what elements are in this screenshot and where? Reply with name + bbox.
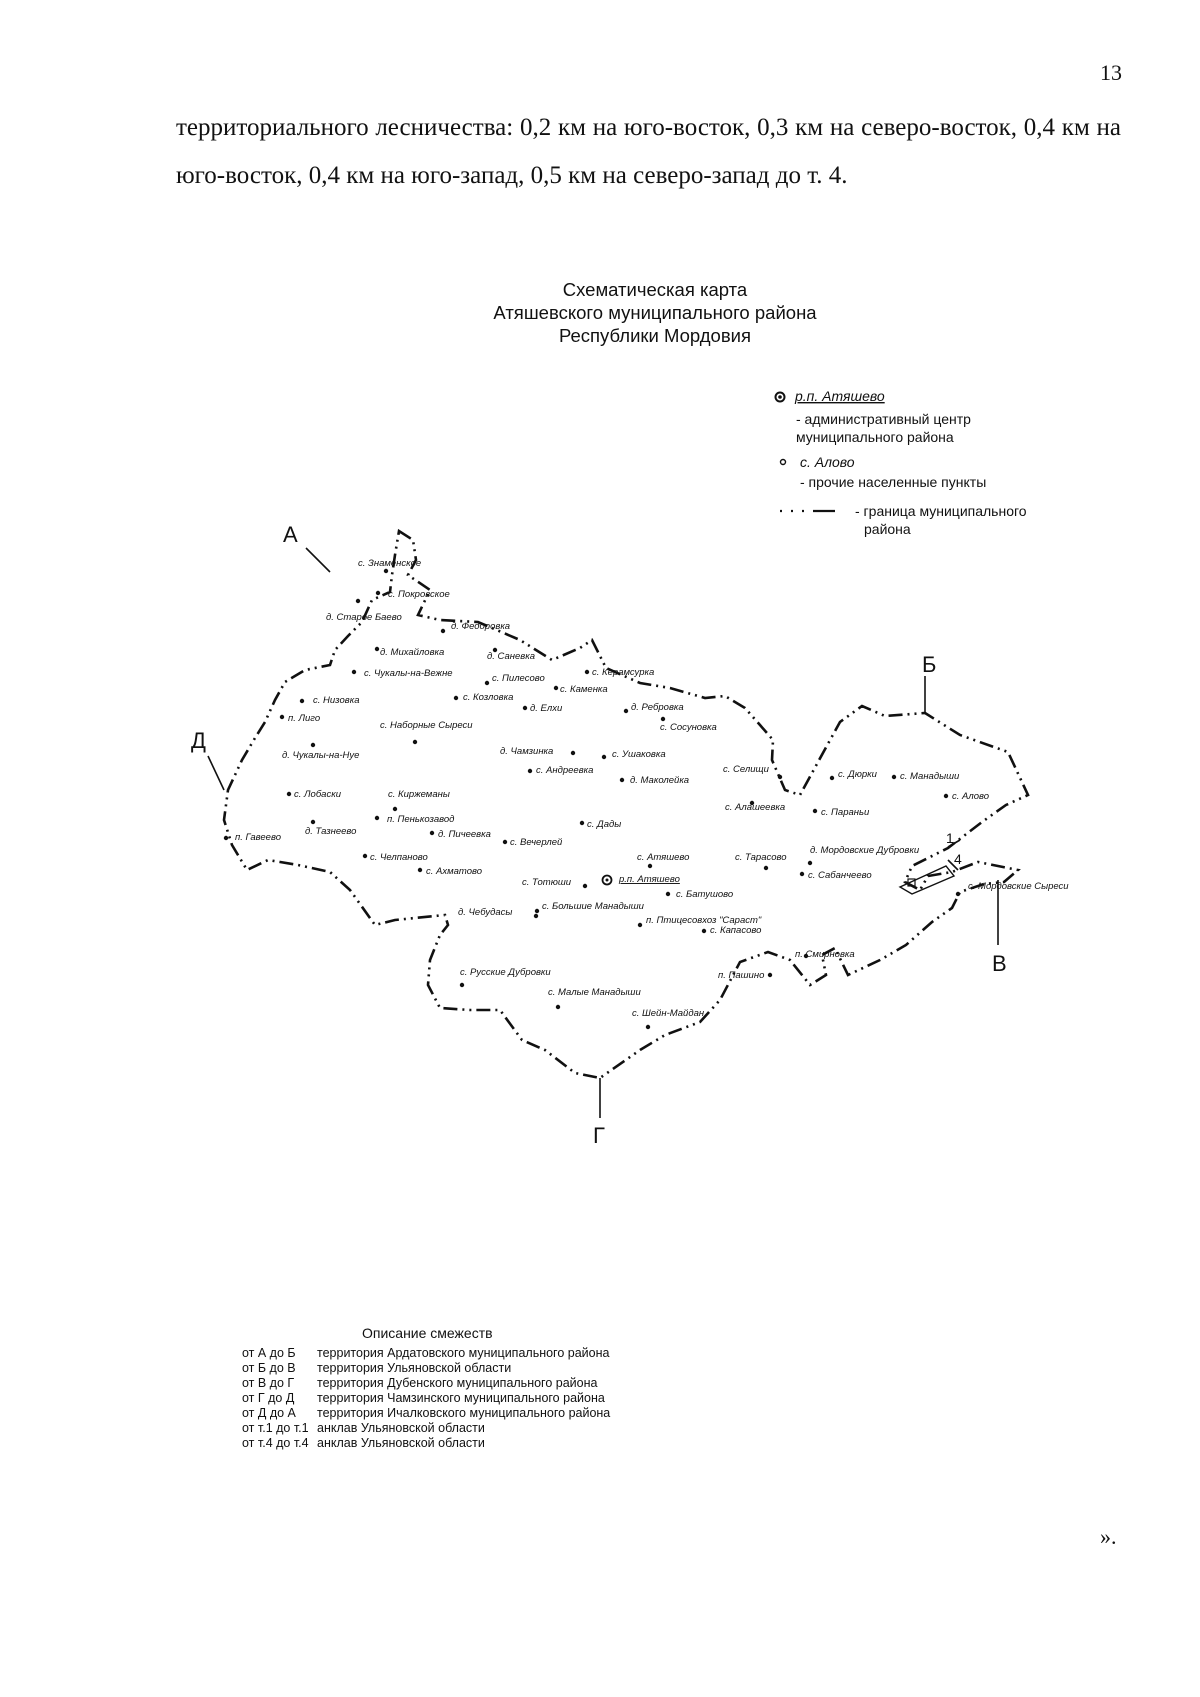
map-legend <box>776 388 1027 537</box>
boundary-point-1: 1 <box>946 830 954 846</box>
settlement-marker <box>660 717 717 733</box>
adjacency-text: анклав Ульяновской области <box>317 1421 485 1435</box>
settlement-label: с. Козловка <box>463 692 514 703</box>
boundary-point-a: А <box>283 522 298 547</box>
settlement-marker <box>305 820 356 837</box>
settlement-marker <box>830 769 878 780</box>
settlement-marker <box>280 713 320 724</box>
settlement-label: д. Тазнеево <box>305 826 357 837</box>
settlement-dot-icon <box>311 743 315 747</box>
settlement-dot-icon <box>535 909 539 913</box>
settlement-label: р.п. Атяшево <box>619 874 680 885</box>
settlement-dot-icon <box>523 706 527 710</box>
settlement-dot-icon <box>413 740 417 744</box>
settlement-marker <box>718 970 772 981</box>
settlement-dot-icon <box>620 778 624 782</box>
settlement-marker <box>735 852 787 870</box>
settlement-label: д. Чамзинка <box>500 746 554 757</box>
settlement-dot-icon <box>702 929 706 933</box>
settlement-label: с. Дюрки <box>838 769 877 780</box>
settlement-label: с. Алово <box>952 791 990 802</box>
settlement-label: с. Селищи <box>723 764 769 775</box>
settlement-dot-icon <box>224 836 228 840</box>
settlement-label: с. Низовка <box>313 695 360 706</box>
settlement-marker <box>535 901 645 913</box>
settlement-marker <box>632 1008 705 1029</box>
settlement-dot-icon <box>585 670 589 674</box>
settlement-marker <box>380 720 473 744</box>
settlement-label: д. Чебудасы <box>458 907 513 918</box>
adjacency-block <box>242 1326 610 1451</box>
settlement-dot-icon <box>638 923 642 927</box>
settlement-marker <box>487 648 535 662</box>
settlement-dot-icon <box>454 696 458 700</box>
settlement-marker <box>460 967 552 987</box>
settlement-marker <box>375 814 455 825</box>
settlement-label: с. Чукалы-на-Вежне <box>364 668 453 679</box>
settlement-label: п. Пенькозавод <box>387 814 455 825</box>
settlement-marker <box>282 743 359 761</box>
adjacency-text: территория Ардатовского муниципального района <box>317 1346 610 1360</box>
boundary-point-b: Б <box>922 652 937 677</box>
settlement-label: п. Лиго <box>288 713 321 724</box>
settlement-label: д. Мордовские Дубровки <box>810 845 920 856</box>
settlement-dot-icon <box>280 715 284 719</box>
settlement-marker <box>956 881 1069 896</box>
settlement-dot-icon <box>384 569 388 573</box>
settlement-dot-icon <box>956 892 960 896</box>
settlement-label: с. Шейн-Майдан <box>632 1008 705 1019</box>
settlement-label: с. Челпаново <box>370 852 428 863</box>
settlement-dot-icon <box>300 699 304 703</box>
adjacency-row <box>242 1346 610 1361</box>
settlement-dot-icon <box>661 717 665 721</box>
settlement-marker <box>430 829 491 840</box>
settlement-dot-icon <box>430 831 434 835</box>
legend-settlement-name: с. Алово <box>800 454 855 470</box>
settlement-dot-icon <box>648 864 652 868</box>
page-number: 13 <box>1100 60 1122 85</box>
settlement-marker <box>808 845 920 865</box>
settlements-layer <box>224 558 1069 1029</box>
legend-admin-center-name: р.п. Атяшево <box>795 388 885 404</box>
settlement-marker <box>352 668 453 679</box>
settlement-marker <box>944 791 989 802</box>
settlement-label: с. Тарасово <box>735 852 787 863</box>
settlement-label: с. Русские Дубровки <box>460 967 551 978</box>
settlement-marker <box>702 925 762 936</box>
settlement-label: с. Капасово <box>710 925 762 936</box>
legend-settlement-desc: - прочие населенные пункты <box>800 474 987 490</box>
settlement-dot-icon <box>944 794 948 798</box>
legend-admin-center-desc-2: муниципального района <box>796 429 954 445</box>
settlement-dot-icon <box>808 861 812 865</box>
settlement-label: с. Параньи <box>821 807 870 818</box>
adjacency-title: Описание смежеств <box>362 1325 493 1341</box>
settlement-label: д. Ребровка <box>631 702 684 713</box>
adjacency-text: территория Ульяновской области <box>317 1361 512 1375</box>
settlement-marker <box>224 832 281 843</box>
adjacency-text: территория Ичалковского муниципального района <box>317 1406 611 1420</box>
settlement-label: с. Сабанчеево <box>808 870 872 881</box>
settlement-dot-icon <box>485 681 489 685</box>
settlement-marker <box>580 819 621 830</box>
adjacency-text: анклав Ульяновской области <box>317 1436 485 1450</box>
settlement-label: с. Керамсурка <box>592 667 655 678</box>
adjacency-row <box>242 1406 610 1421</box>
settlement-label: д. Чукалы-на-Нуе <box>282 750 360 761</box>
boundary-point-d: Д <box>191 728 206 753</box>
settlement-marker <box>522 877 587 888</box>
settlement-label: с. Знаменское <box>358 558 422 569</box>
settlement-marker <box>441 621 510 633</box>
settlement-legend-icon <box>781 460 786 465</box>
settlement-marker <box>554 684 608 695</box>
settlement-label: с. Тотюши <box>522 877 572 888</box>
settlement-dot-icon <box>441 629 445 633</box>
settlement-dot-icon <box>778 775 782 779</box>
settlement-dot-icon <box>393 807 397 811</box>
closing-quote: ». <box>1100 1524 1117 1549</box>
settlement-label: п. Смирновка <box>795 949 855 960</box>
settlement-label: с. Лобаски <box>294 789 341 800</box>
settlement-dot-icon <box>800 872 804 876</box>
settlement-label: п. Гавеево <box>235 832 281 843</box>
legend-border-desc-1: - граница муниципального <box>855 503 1027 519</box>
settlement-marker <box>358 558 421 573</box>
adjacency-segment: от Б до В <box>242 1361 296 1375</box>
adjacency-row <box>242 1361 610 1376</box>
settlement-marker <box>485 673 545 685</box>
adjacency-segment: от т.4 до т.4 <box>242 1436 309 1450</box>
settlement-marker <box>500 746 575 757</box>
settlement-dot-icon <box>624 709 628 713</box>
settlement-label: с. Большие Манадыши <box>542 901 644 912</box>
settlement-dot-icon <box>764 866 768 870</box>
settlement-marker <box>666 889 733 900</box>
adjacency-segment: от В до Г <box>242 1376 295 1390</box>
settlement-dot-icon <box>602 755 606 759</box>
settlement-marker <box>418 866 482 877</box>
settlement-dot-icon <box>503 840 507 844</box>
settlement-marker <box>637 852 689 868</box>
settlement-label: с. Алашеевка <box>725 802 786 813</box>
settlement-dot-icon <box>287 792 291 796</box>
settlement-marker <box>725 801 785 813</box>
settlement-dot-icon <box>666 892 670 896</box>
settlement-label: с. Киржеманы <box>388 789 450 800</box>
adjacency-row <box>242 1421 610 1436</box>
settlement-label: с. Манадыши <box>900 771 960 782</box>
settlement-dot-icon <box>356 599 360 603</box>
adjacency-segment: от Д до А <box>242 1406 296 1420</box>
settlement-label: п. Пашино <box>718 970 765 981</box>
settlement-label: с. Атяшево <box>637 852 690 863</box>
settlement-marker <box>528 765 594 776</box>
adjacency-row <box>242 1376 610 1391</box>
settlement-label: д. Старое Баево <box>326 612 402 623</box>
boundary-point-v: В <box>992 951 1007 976</box>
settlement-marker <box>795 949 855 960</box>
settlement-dot-icon <box>311 820 315 824</box>
settlement-label: с. Каменка <box>560 684 608 695</box>
adjacency-row <box>242 1391 610 1406</box>
settlement-marker <box>603 874 680 885</box>
settlement-label: д. Маколейка <box>630 775 690 786</box>
settlement-dot-icon <box>375 647 379 651</box>
settlement-marker <box>454 692 514 703</box>
settlement-label: с. Вечерлей <box>510 837 563 848</box>
adjacency-text: территория Дубенского муниципального района <box>317 1376 598 1390</box>
adjacency-segment: от А до Б <box>242 1346 296 1360</box>
legend-border-desc-2: района <box>864 521 911 537</box>
boundary-point-g: Г <box>593 1123 605 1148</box>
settlement-dot-icon <box>352 670 356 674</box>
body-paragraph: территориального лесничества: 0,2 км на юго-восток, 0,3 км на северо-восток, 0,4 км на юго-восток, 0,4 км на юго-запад, 0,5 км на северо-запад до т. 4. <box>176 114 1121 189</box>
settlement-dot-icon <box>830 776 834 780</box>
settlement-label: с. Сосуновка <box>660 722 717 733</box>
settlement-dot-icon <box>583 884 587 888</box>
settlement-dot-icon <box>646 1025 650 1029</box>
settlement-marker <box>287 789 342 800</box>
settlement-label: с. Малые Манадыши <box>548 987 641 998</box>
settlement-label: д. Михайловка <box>380 647 445 658</box>
settlement-marker <box>723 764 782 779</box>
settlement-label: с. Мордовские Сыреси <box>968 881 1069 892</box>
settlement-marker <box>813 807 870 818</box>
map-title-line: Атяшевского муниципального района <box>493 302 817 323</box>
settlement-dot-icon <box>892 775 896 779</box>
settlement-dot-icon <box>571 751 575 755</box>
legend-admin-center-desc-1: - административный центр <box>796 411 971 427</box>
settlement-marker <box>620 775 689 786</box>
settlement-label: с. Покровское <box>388 589 450 600</box>
settlement-marker <box>548 987 641 1009</box>
settlement-label: с. Наборные Сыреси <box>380 720 473 731</box>
settlement-dot-icon <box>363 854 367 858</box>
settlement-label: с. Дады <box>587 819 622 830</box>
settlement-dot-icon <box>528 769 532 773</box>
settlement-dot-icon <box>375 816 379 820</box>
settlement-dot-icon <box>556 1005 560 1009</box>
map-title-line: Схематическая карта <box>562 279 748 300</box>
settlement-label: д. Саневка <box>487 651 536 662</box>
settlement-label: п. Птицесовхоз "Сараст" <box>646 915 762 926</box>
settlement-label: с. Андреевка <box>536 765 594 776</box>
settlement-marker <box>300 695 360 706</box>
adjacency-row <box>242 1436 610 1451</box>
settlement-label: с. Батушово <box>676 889 734 900</box>
settlement-marker <box>624 702 684 713</box>
settlement-marker <box>892 771 960 782</box>
settlement-label: с. Пилесово <box>492 673 545 684</box>
settlement-marker <box>458 907 538 918</box>
settlement-marker <box>363 852 428 863</box>
settlement-label: д. Пичеевка <box>438 829 491 840</box>
adjacency-segment: от Г до Д <box>242 1391 295 1405</box>
settlement-marker <box>503 837 563 848</box>
settlement-marker <box>585 667 655 678</box>
settlement-marker <box>602 749 666 760</box>
settlement-dot-icon <box>460 983 464 987</box>
settlement-marker <box>326 599 402 623</box>
settlement-marker <box>375 647 445 658</box>
settlement-dot-icon <box>376 591 380 595</box>
settlement-marker <box>388 789 450 811</box>
settlement-label: д. Елхи <box>530 703 563 714</box>
map-title-line: Республики Мордовия <box>558 325 752 346</box>
settlement-dot-icon <box>554 686 558 690</box>
settlement-label: с. Ушаковка <box>612 749 666 760</box>
settlement-dot-icon <box>768 973 772 977</box>
adjacency-text: территория Чамзинского муниципального района <box>317 1391 605 1405</box>
settlement-marker <box>800 870 872 881</box>
boundary-point-4: 4 <box>954 851 962 867</box>
settlement-dot-icon <box>534 914 538 918</box>
settlement-dot-icon <box>813 809 817 813</box>
settlement-label: с. Ахматово <box>426 866 483 877</box>
settlement-label: д. Федоровка <box>451 621 511 632</box>
settlement-dot-icon <box>580 821 584 825</box>
adjacency-segment: от т.1 до т.1 <box>242 1421 309 1435</box>
settlement-dot-icon <box>418 868 422 872</box>
settlement-marker <box>523 703 563 714</box>
